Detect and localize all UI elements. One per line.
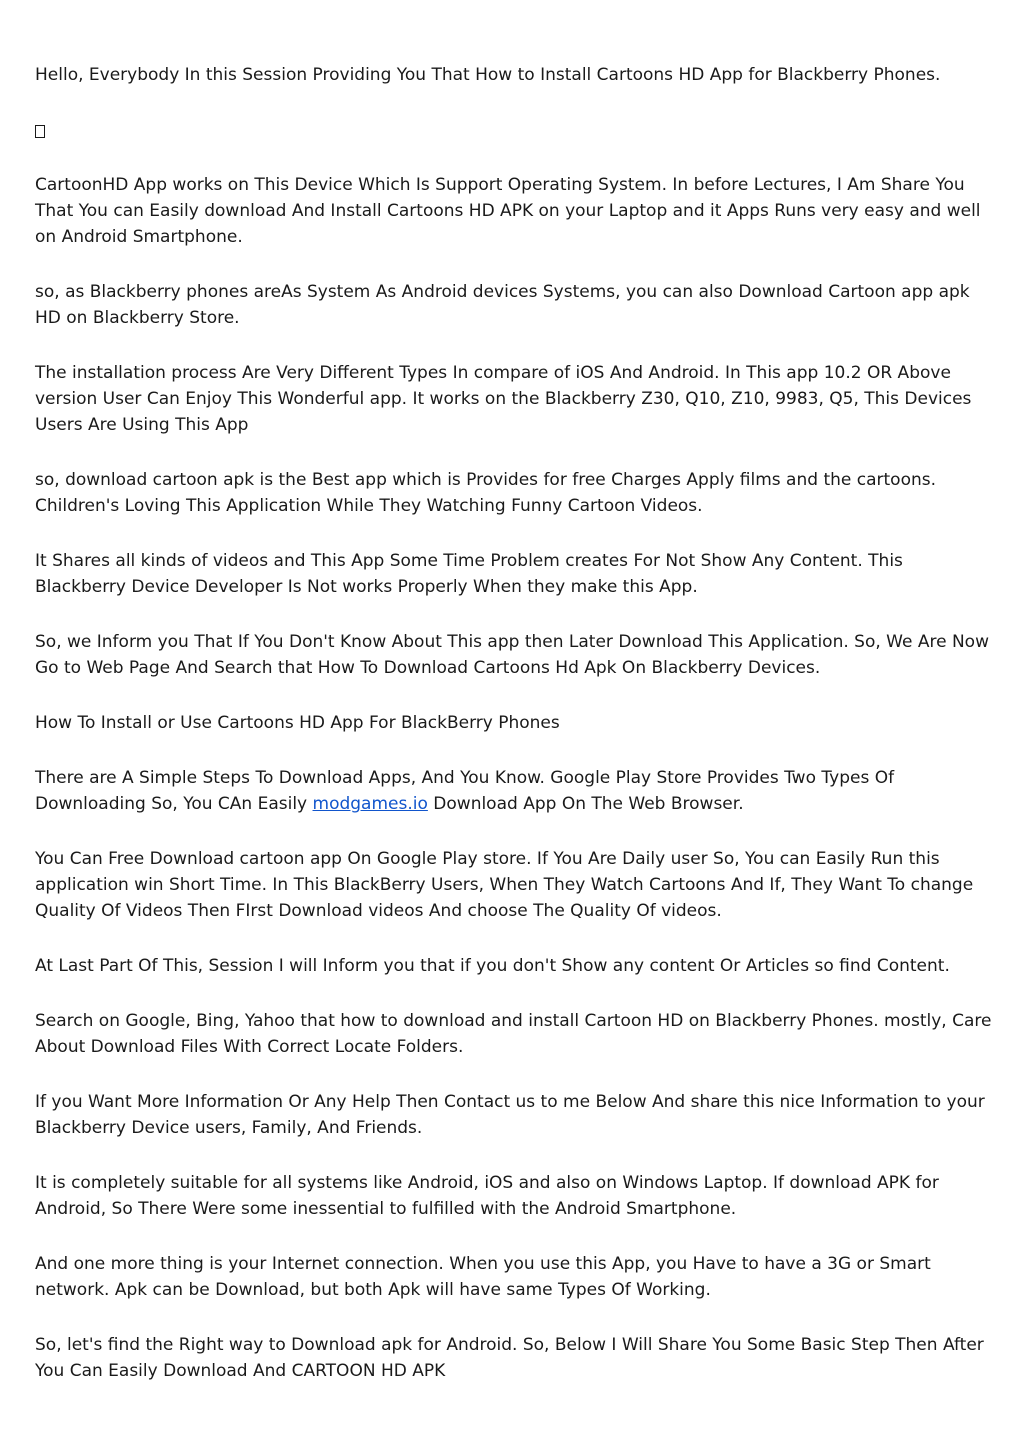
paragraph-last-part: At Last Part Of This, Session I will Inform you that if you don't Show any content Or Articles so find Content. bbox=[35, 956, 950, 976]
paragraph-installation-process: The installation process Are Very Different Types In compare of iOS And Android. In This app 10.2 OR Above version User Can Enjoy This Wonderful app. It works on the Blackberry Z30, Q10, Z10, 9983, Q5, This Devices Users Are Using This App bbox=[35, 363, 972, 435]
paragraph-shares-videos: It Shares all kinds of videos and This App Some Time Problem creates For Not Show Any Content. This Blackberry Device Developer Is Not works Properly When they make this App. bbox=[35, 551, 903, 597]
placeholder-glyph-line bbox=[35, 117, 995, 143]
missing-glyph-icon bbox=[35, 125, 45, 138]
document-body bbox=[35, 62, 995, 1413]
paragraph-more-info: If you Want More Information Or Any Help Then Contact us to me Below And share this nice Information to your Blackberry Device users, Family, And Friends. bbox=[35, 1092, 985, 1138]
paragraph-blackberry-store: so, as Blackberry phones areAs System As Android devices Systems, you can also Download Cartoon app apk HD on Blackberry Store. bbox=[35, 282, 970, 328]
paragraph-intro: Hello, Everybody In this Session Providing You That How to Install Cartoons HD App for Blackberry Phones. bbox=[35, 65, 941, 85]
simple-steps-text-after: Download App On The Web Browser. bbox=[427, 794, 744, 814]
paragraph-inform: So, we Inform you That If You Don't Know About This app then Later Download This Application. So, We Are Now Go to Web Page And Search that How To Download Cartoons Hd Apk On Blackberry Devices. bbox=[35, 632, 989, 678]
paragraph-free-download: You Can Free Download cartoon app On Google Play store. If You Are Daily user So, You can Easily Run this application win Short Time. In This BlackBerry Users, When They Watch Cartoons And If, They Want To change Quality Of Videos Then FIrst Download videos And choose The Quality Of videos. bbox=[35, 849, 974, 921]
paragraph-best-app: so, download cartoon apk is the Best app which is Provides for free Charges Apply films and the cartoons. Children's Loving This Application While They Watching Funny Cartoon Videos. bbox=[35, 470, 936, 516]
modgames-link[interactable]: modgames.io bbox=[312, 794, 428, 814]
paragraph-compatibility: It is completely suitable for all systems like Android, iOS and also on Windows Laptop. If download APK for Android, So There Were some inessential to fulfilled with the Android Smartphone. bbox=[35, 1173, 939, 1219]
simple-steps-text-before: There are A Simple Steps To Download Apps, And You Know. Google Play Store Provides Two Types Of Downloading So, You CAn Easily bbox=[35, 768, 895, 814]
section-heading: How To Install or Use Cartoons HD App For BlackBerry Phones bbox=[35, 713, 560, 733]
paragraph-device-support: CartoonHD App works on This Device Which Is Support Operating System. In before Lectures, I Am Share You That You can Easily download And Install Cartoons HD APK on your Laptop and it Apps Runs very easy and well on Android Smartphone. bbox=[35, 175, 981, 247]
paragraph-right-way: So, let's find the Right way to Download apk for Android. So, Below I Will Share You Some Basic Step Then After You Can Easily Download And CARTOON HD APK bbox=[35, 1335, 984, 1381]
paragraph-simple-steps bbox=[35, 765, 995, 817]
paragraph-internet: And one more thing is your Internet connection. When you use this App, you Have to have a 3G or Smart network. Apk can be Download, but both Apk will have same Types Of Working. bbox=[35, 1254, 931, 1300]
paragraph-search: Search on Google, Bing, Yahoo that how to download and install Cartoon HD on Blackberry Phones. mostly, Care About Download Files With Correct Locate Folders. bbox=[35, 1011, 992, 1057]
